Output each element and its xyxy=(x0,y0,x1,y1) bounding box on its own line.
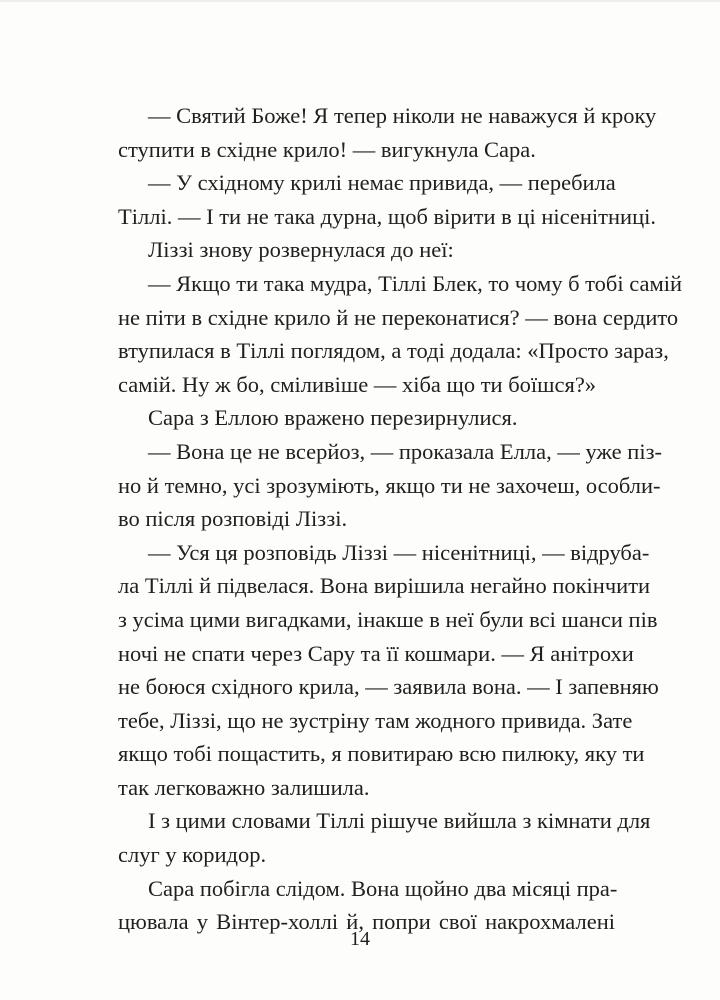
text-line: І з цими словами Тіллі рішуче вийшла з кімнати для xyxy=(148,808,651,834)
text-line: не піти в східне крило й не переконатися? — вона сердито xyxy=(118,304,679,330)
page-number: 14 xyxy=(350,928,370,950)
body-text xyxy=(118,99,683,939)
text-line: ступити в східне крило! — вигукнула Сара. xyxy=(118,136,536,162)
text-line: — Вона це не всерйоз, — проказала Елла, — уже піз- xyxy=(148,438,662,464)
text-line: не боюся східного крила, — заявила вона. — І запевняю xyxy=(118,674,659,700)
text-line: — У східному крилі немає привида, — перебила xyxy=(148,170,616,196)
text-line: тебе, Ліззі, що не зустріну там жодного привида. Зате xyxy=(118,707,633,733)
text-line: так легковажно залишила. xyxy=(118,774,370,800)
text-line: ла Тіллі й підвелася. Вона вирішила негайно покінчити xyxy=(118,573,651,599)
text-line: Сара з Еллою вражено перезирнулися. xyxy=(148,405,518,431)
text-line: Ліззі знову розвернулася до неї: xyxy=(148,237,454,263)
text-line: — Якщо ти така мудра, Тіллі Блек, то чому б тобі самій xyxy=(148,270,683,296)
text-line: втупилася в Тіллі поглядом, а тоді додала: «Просто зараз, xyxy=(118,338,669,364)
text-line: з усіма цими вигадками, інакше в неї були всі шанси пів xyxy=(118,606,658,632)
text-line: якщо тобі пощастить, я повитираю всю пилюку, яку ти xyxy=(118,741,645,767)
text-line: — Святий Боже! Я тепер ніколи не наважуся й кроку xyxy=(148,103,657,128)
text-line: ночі не спати через Сару та її кошмари. — Я анітрохи xyxy=(118,640,634,666)
text-line: но й темно, усі зрозуміють, якщо ти не захочеш, особли- xyxy=(118,472,661,498)
text-line: слуг у коридор. xyxy=(118,842,267,868)
text-line: во після розповіді Ліззі. xyxy=(118,506,348,532)
text-line: цювала у Вінтер-холлі й, попри свої накрохмалені xyxy=(118,909,615,935)
text-line: самій. Ну ж бо, сміливіше — хіба що ти боїшся?» xyxy=(118,371,597,397)
text-line: Тіллі. — І ти не така дурна, щоб вірити в ці нісенітниці. xyxy=(118,203,657,229)
text-line: — Уся ця розповідь Ліззі — нісенітниці, — відруба- xyxy=(148,539,650,565)
text-line: Сара побігла слідом. Вона щойно два місяці пра- xyxy=(148,875,618,901)
